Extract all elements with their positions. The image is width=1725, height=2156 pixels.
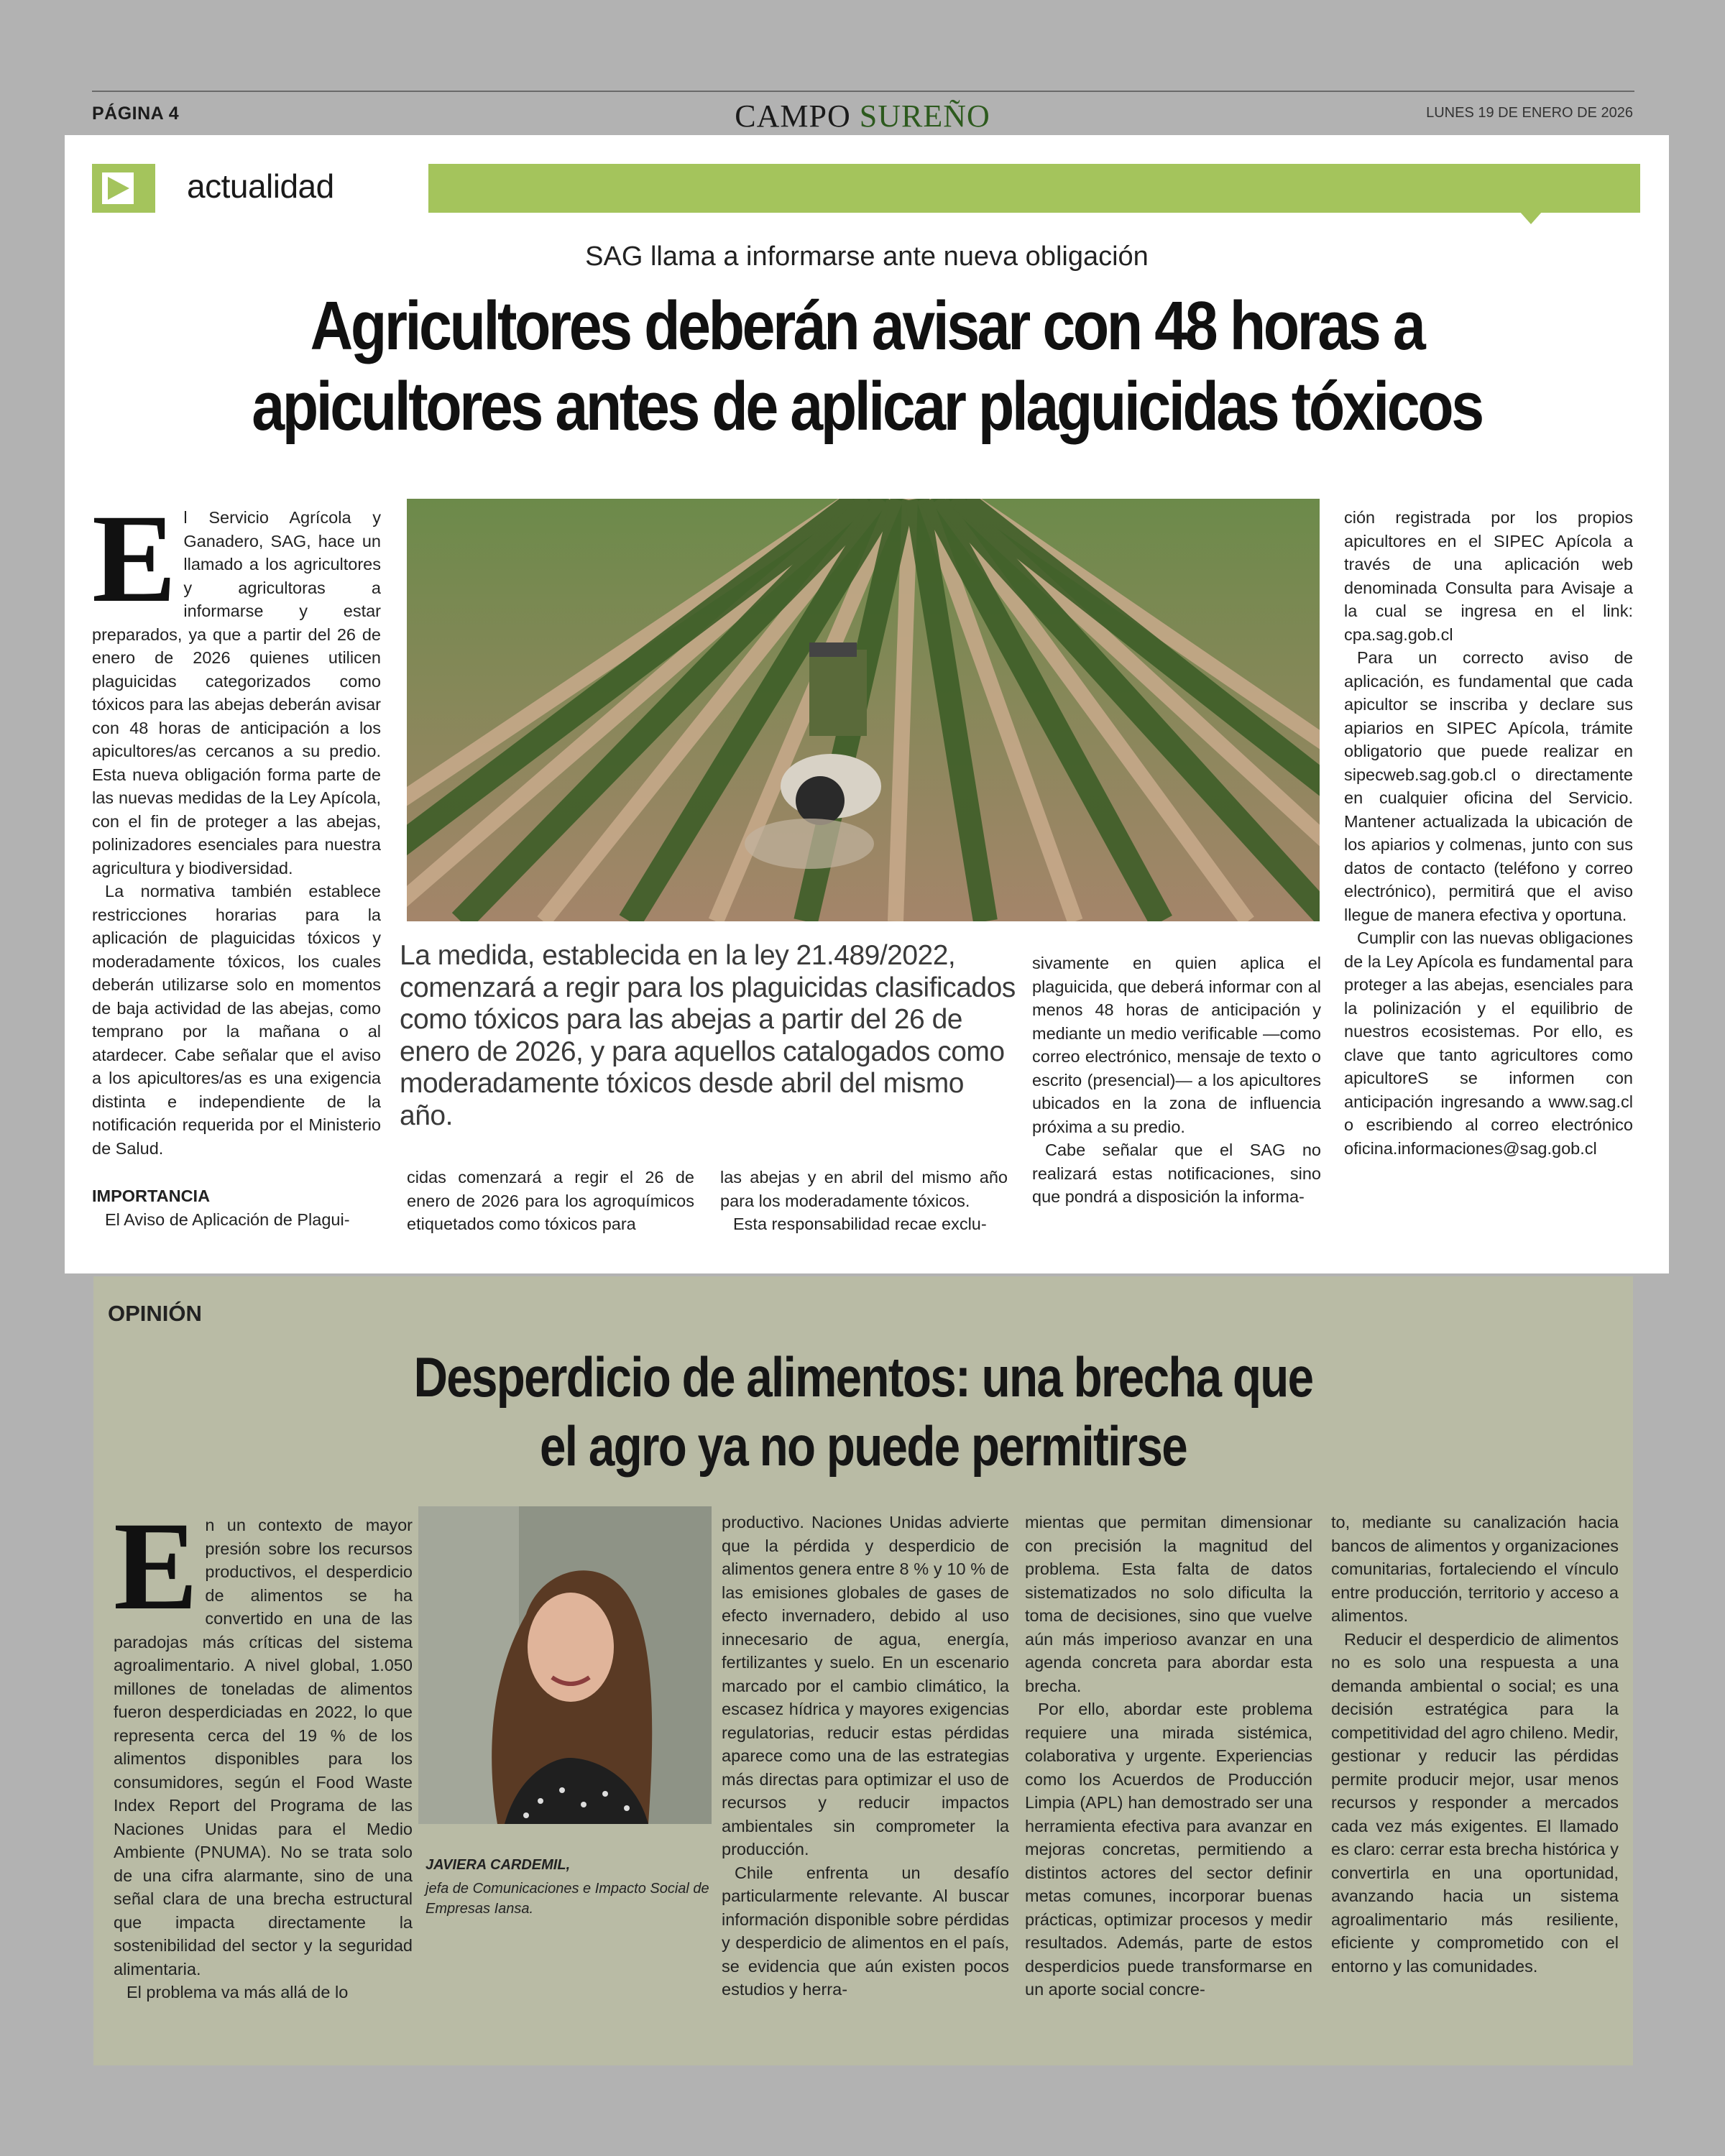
paragraph: Por ello, abordar este problema requiere una mirada sistémica, colaborativa y urgente. Experiencias como los Acuerdos de Producción Limpia (APL) han demostrado ser una herramienta efectiva para avanzar en mejoras concretas, permitiendo a distintos actores del sector definir metas comunes, incorporar buenas prácticas, optimizar procesos y medir resultados. Además, parte de estos desperdicios puede transformarse en un aporte social concre- xyxy=(1025,1700,1312,1999)
article-headline: Agricultores deberán avisar con 48 horas a apicultores antes de aplicar plaguicidas tóxicos xyxy=(252,287,1482,445)
play-arrow-icon xyxy=(92,164,151,213)
author-role: jefa de Comunicaciones e Impacto Social de Empresas Iansa. xyxy=(426,1881,709,1917)
opinion-label: OPINIÓN xyxy=(108,1301,202,1326)
opinion-headline xyxy=(216,1342,1509,1480)
lead-paragraph-text: n un contexto de mayor presión sobre los recursos productivos, el desperdicio de alimentos se ha convertido en una de las paradojas más críticas del sistema agroalimentario. A nivel global, 1.050 millones de toneladas de alimentos fueron desperdiciadas en 2022, lo que representa cerca del 19 % de los alimentos disponibles para los consumidores, según el Food Waste Index Report del Programa de las Naciones Unidas para el Medio Ambiente (PNUMA). No se trata solo de una cifra alarmante, sino de una señal clara de una brecha estructural que impacta directamente la sostenibilidad del sector y la seguridad alimentaria. xyxy=(114,1516,413,1978)
author-portrait-photo xyxy=(418,1506,712,1824)
section-bar-notch xyxy=(1519,211,1542,224)
paragraph: mientas que permitan dimensionar con precisión la magnitud del problema. Esta falta de datos sistematizados no solo dificulta la toma de decisiones, sino que vuelve aún más imperioso avanzar en una agenda concreta para abordar esta brecha. xyxy=(1025,1513,1312,1695)
section-label: actualidad xyxy=(187,167,334,205)
paragraph: Cabe señalar que el SAG no realizará estas notificaciones, sino que pondrá a disposición la informa- xyxy=(1032,1141,1321,1206)
paragraph: Reducir el desperdicio de alimentos no es solo una respuesta a una demanda ambiental o social; es una decisión estratégica para la competitividad del agro chileno. Medir, gestionar y reducir las pérdidas permite producir mejor, usar menos recursos y responder a mercados cada vez más exigentes. El llamado es claro: cerrar esta brecha histórica y convertirla en una oportunidad, avanzando hacia un sistema agroalimentario más resiliente, eficiente y comprometido con el entorno y las comunidades. xyxy=(1331,1629,1619,1976)
paragraph: Para un correcto aviso de aplicación, es fundamental que cada apicultor se inscriba y declare sus apiarios en SIPEC Apícola, trámite obligatorio que puede realizar en sipecweb.sag.gob.cl o directamente en cualquier oficina del Servicio. Mantener actualizada la ubicación de los apiarios y colmenas, junto con sus datos de contacto (teléfono y correo electrónico), permitirá que el aviso llegue de manera efectiva y oportuna. xyxy=(1344,648,1633,924)
paragraph: La normativa también establece restricciones horarias para la aplicación de plaguicidas tóxicos y moderadamente tóxicos, los cuales deberán utilizarse solo en momentos de baja actividad de las abejas, como temprano por la mañana o al atardecer. Cabe señalar que el aviso a los apicultores/as es una exigencia distinta e independiente de la notificación requerida por el Ministerio de Salud. xyxy=(92,882,381,1158)
author-name: JAVIERA CARDEMIL, xyxy=(426,1857,571,1873)
vineyard-tractor-photo xyxy=(407,499,1320,921)
masthead-name-part1: CAMPO xyxy=(735,98,860,134)
paragraph: las abejas y en abril del mismo año para los moderadamente tóxicos. xyxy=(720,1168,1008,1210)
pull-quote: La medida, establecida en la ley 21.489/2022, comenzará a regir para los plaguicidas clasificados como tóxicos para las abejas a partir del 26 de enero de 2026, y para aquellos catalogados como moderadamente tóxicos desde abril del mismo año. xyxy=(400,940,1016,1131)
article-kicker: SAG llama a informarse ante nueva obligación xyxy=(585,241,1149,272)
article-column-5 xyxy=(1344,506,1633,1160)
paragraph: El Aviso de Aplicación de Plagui- xyxy=(105,1210,350,1229)
paragraph: to, mediante su canalización hacia bancos de alimentos y organizaciones comunitarias, fortaleciendo el vínculo entre producción, territorio y acceso a alimentos. xyxy=(1331,1513,1619,1625)
paragraph: El problema va más allá de lo xyxy=(126,1983,349,2001)
paragraph: Esta responsabilidad recae exclu- xyxy=(733,1215,987,1233)
drop-cap: E xyxy=(114,1496,198,1636)
paragraph: ción registrada por los propios apicultores en el SIPEC Apícola a través de una aplicación web denominada Consulta para Avisaje a la cual se ingresa en el link: cpa.sag.gob.cl xyxy=(1344,508,1633,644)
opinion-article xyxy=(93,1276,1633,2065)
subhead: IMPORTANCIA xyxy=(92,1187,211,1205)
opinion-headline-line2: el agro ya no puede permitirse xyxy=(540,1414,1187,1478)
opinion-headline-line1: Desperdicio de alimentos: una brecha que xyxy=(413,1345,1313,1409)
issue-date: LUNES 19 DE ENERO DE 2026 xyxy=(1426,105,1633,121)
page-number: PÁGINA 4 xyxy=(92,103,180,124)
paragraph: Cumplir con las nuevas obligaciones de la Ley Apícola es fundamental para proteger a las abejas, esenciales para la polinización y el equilibrio de nuestros ecosistemas. Por ello, es clave que tanto agricultores como apicultoreS se informen con anticipación ingresando a www.sag.cl o escribiendo al correo electrónico oficina.informaciones@sag.gob.cl xyxy=(1344,929,1633,1158)
lead-paragraph xyxy=(114,1496,413,1981)
top-rule xyxy=(92,91,1634,92)
lead-paragraph xyxy=(92,489,381,880)
article-column-3 xyxy=(720,1166,1008,1236)
article-column-1 xyxy=(92,489,381,1231)
paragraph: cidas comenzará a regir el 26 de enero de 2026 para los agroquímicos etiquetados como tóxicos para xyxy=(407,1168,694,1233)
masthead-name-part2: SUREÑO xyxy=(859,98,990,134)
paragraph: productivo. Naciones Unidas advierte que la pérdida y desperdicio de alimentos genera entre 8 % y 10 % de las emisiones globales de gases de efecto invernadero, debido al uso innecesario de agua, energía, fertilizantes y suelo. En un escenario marcado por el cambio climático, la escasez hídrica y mayores exigencias regulatorias, reducir estas pérdidas aparece como una de las estrategias más directas para optimizar el uso de recursos y reducir impactos ambientales sin comprometer la producción. xyxy=(722,1513,1009,1858)
article-column-4 xyxy=(1032,952,1321,1209)
drop-cap: E xyxy=(92,489,177,629)
paragraph: Chile enfrenta un desafío particularmente relevante. Al buscar información disponible sobre pérdidas y desperdicio de alimentos en el país, se evidencia que aún existen pocos estudios y herra- xyxy=(722,1863,1009,1999)
opinion-column-4 xyxy=(1331,1511,1619,1978)
opinion-column-1 xyxy=(114,1496,413,2004)
main-article xyxy=(65,135,1669,1273)
opinion-column-2 xyxy=(722,1511,1009,2001)
lead-paragraph-text: l Servicio Agrícola y Ganadero, SAG, hace un llamado a los agricultores y agricultoras a informarse y estar preparados, ya que a partir del 26 de enero de 2026 quienes utilicen plaguicidas categorizados como tóxicos para las abejas deberán avisar con 48 horas de anticipación a los apicultores/as cercanos a su predio. Esta nueva obligación forma parte de las nuevas medidas de la Ley Apícola, con el fin de proteger a las abejas, polinizadores esenciales para nuestra agricultura y biodiversidad. xyxy=(92,508,381,877)
paragraph: sivamente en quien aplica el plaguicida, que deberá informar con al menos 48 horas de anticipación y mediante un medio verificable —como correo electrónico, mensaje de texto o escrito (presencial)— a los apicultores ubicados en la zona de influencia próxima a su predio. xyxy=(1032,954,1321,1136)
opinion-column-3 xyxy=(1025,1511,1312,2001)
article-column-2 xyxy=(407,1166,694,1236)
